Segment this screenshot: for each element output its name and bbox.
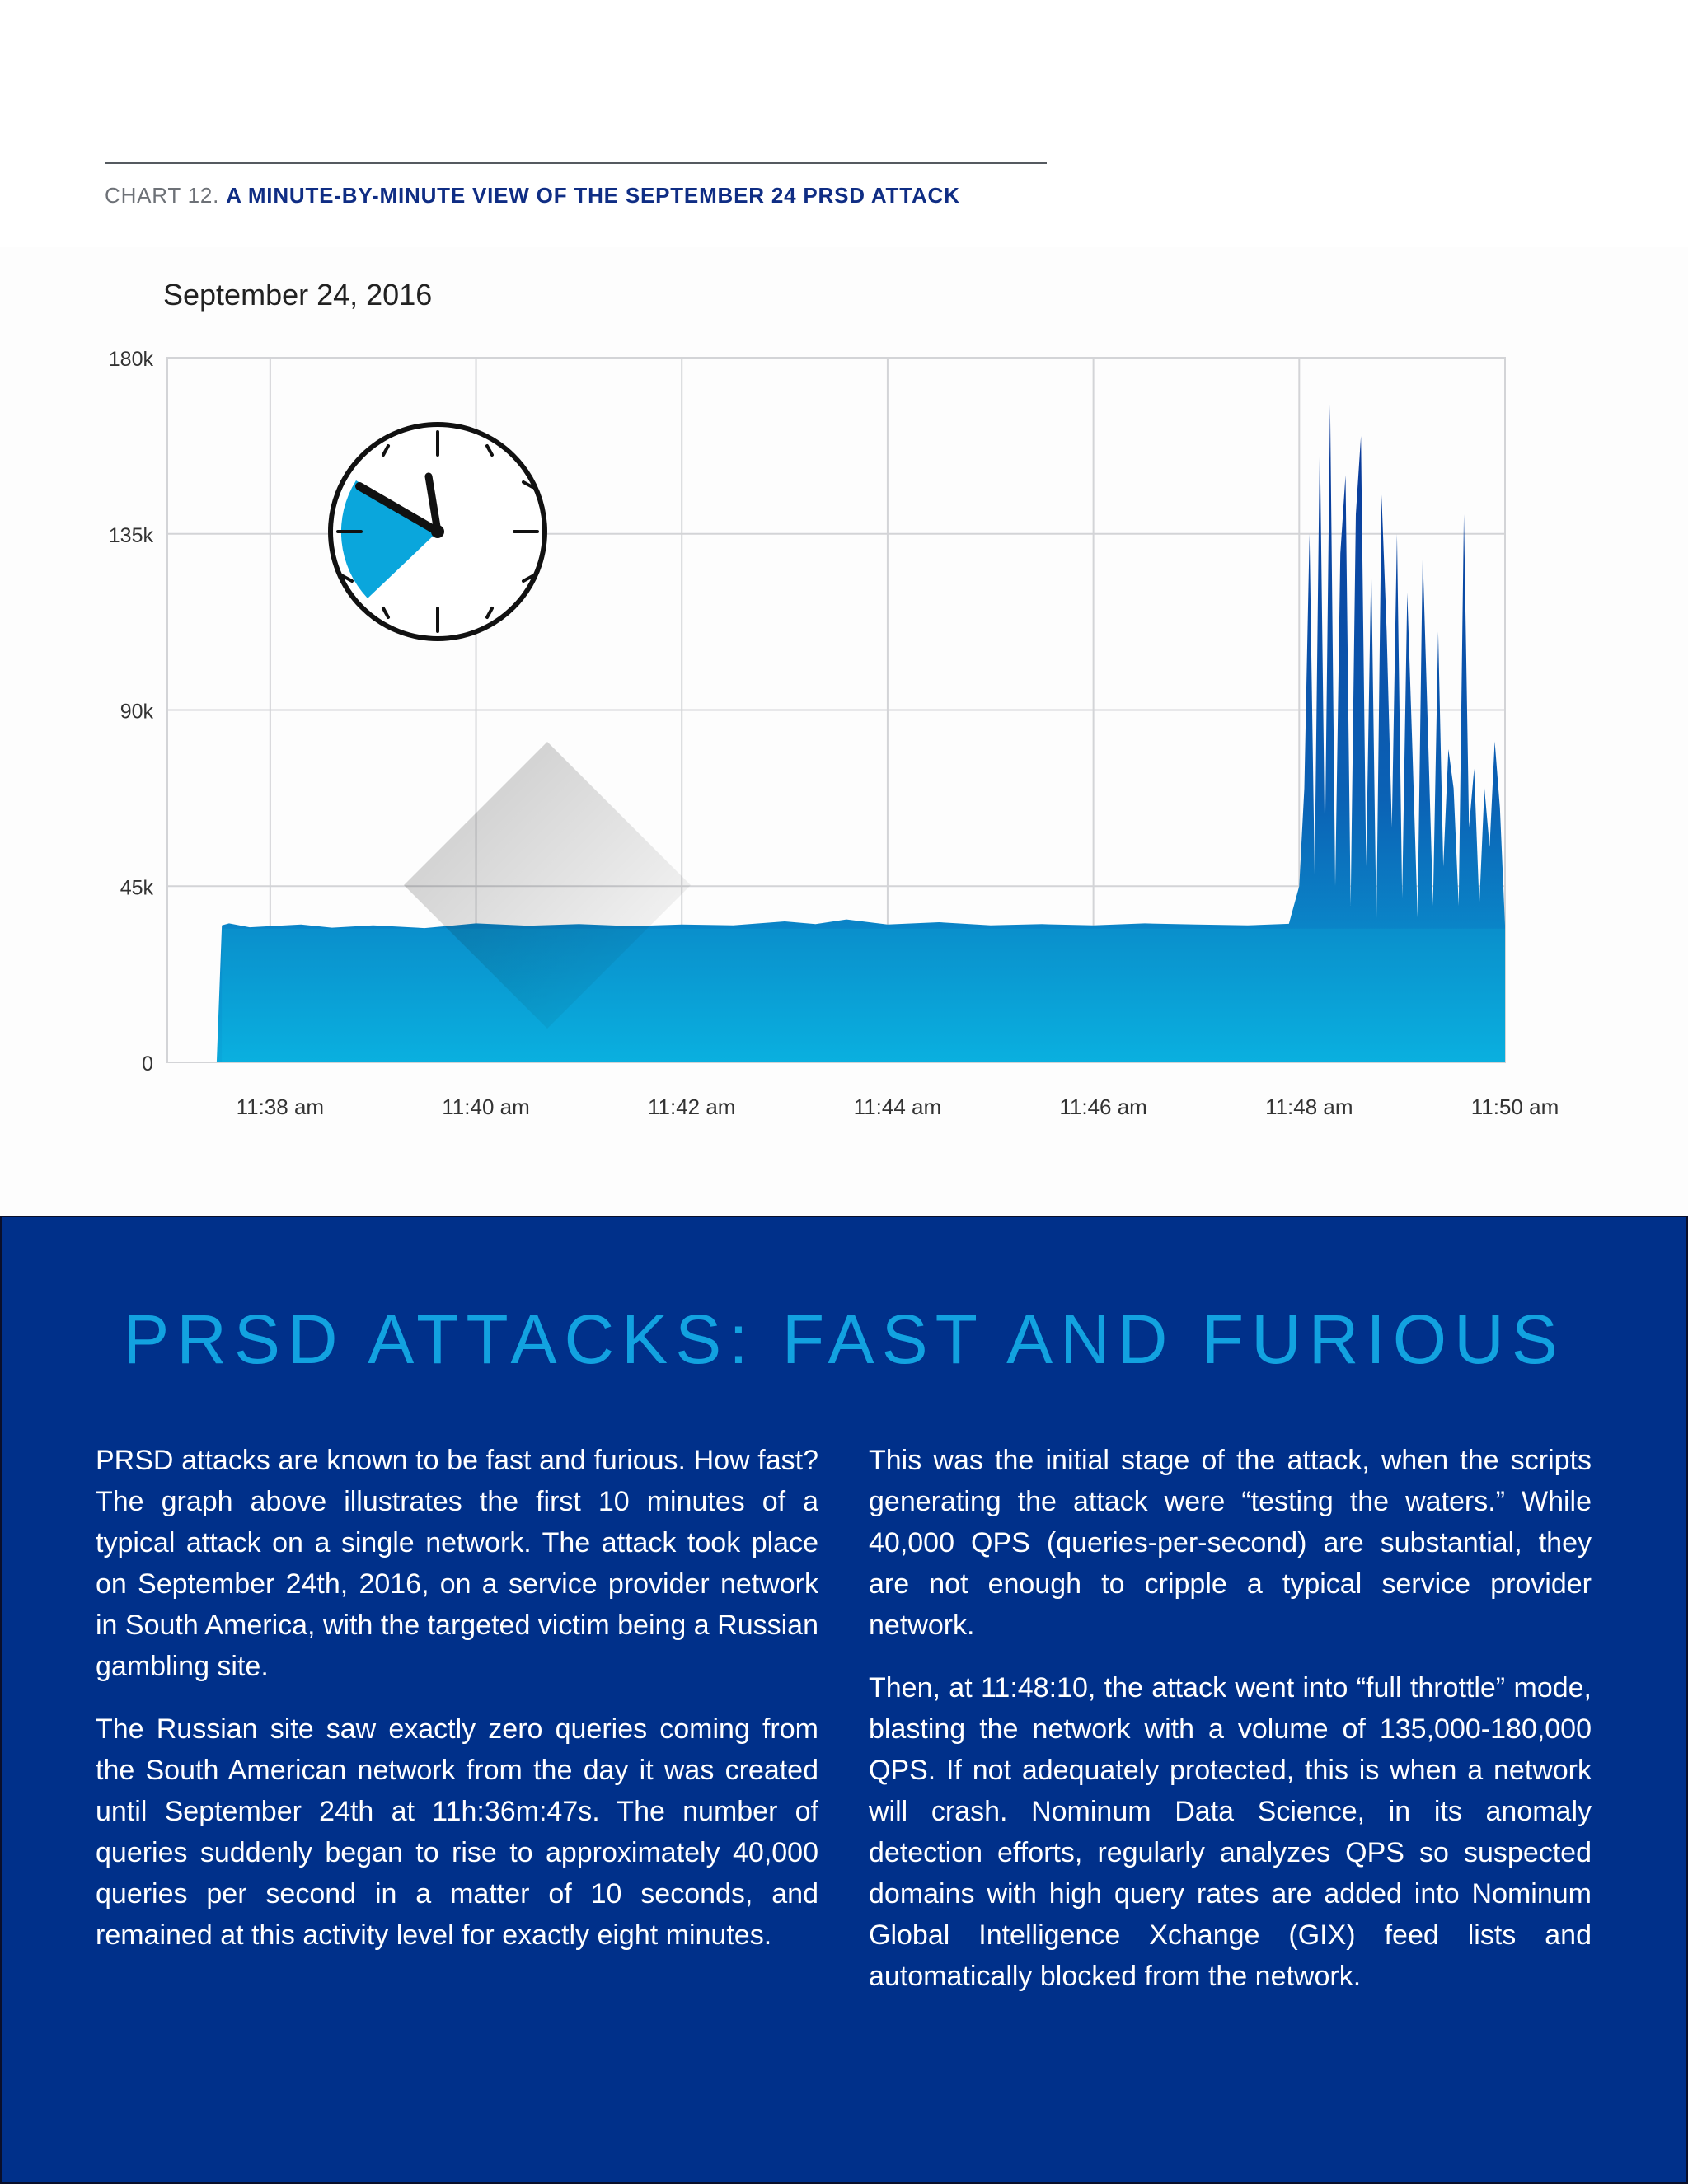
x-tick-label: 11:46 am: [1059, 1094, 1147, 1119]
right-column: [869, 1440, 1592, 2018]
chart-area: [0, 247, 1688, 1216]
info-panel: [0, 1216, 1688, 2184]
panel-title: PRSD ATTACKS: FAST AND FURIOUS: [123, 1301, 1565, 1378]
top-rule: [105, 162, 1047, 164]
x-tick-label: 11:38 am: [236, 1094, 325, 1119]
paragraph: PRSD attacks are known to be fast and furious. How fast? The graph above illustrates the first 10 minutes of a typical attack on a single network. The attack took place on September 24th, 2016, on a service provider network in South America, with the targeted victim being a Russian gambling site.: [96, 1445, 818, 1682]
y-tick-label: 45k: [120, 876, 153, 900]
chart-number: CHART 12.: [105, 183, 220, 208]
chart-heading: A MINUTE-BY-MINUTE VIEW OF THE SEPTEMBER 24 PRSD ATTACK: [226, 183, 960, 208]
qps-baseline-band: [222, 929, 1505, 1062]
paragraph: This was the initial stage of the attack, when the scripts generating the attack were “testing the waters.” While 40,000 QPS (queries-per-second) are substantial, they are not enough to cripple a typical service provider network.: [869, 1445, 1592, 1641]
left-column: [96, 1440, 818, 1977]
x-tick-label: 11:50 am: [1470, 1094, 1559, 1119]
paragraph: Then, at 11:48:10, the attack went into “full throttle” mode, blasting the network with a volume of 135,000-180,000 QPS. If not adequately protected, this is when a network will crash. Nominum Data Science, in its anomaly detection efforts, regularly analyzes QPS so suspected domains with high query rates are added into Nominum Global Intelligence Xchange (GIX) feed lists and automatically blocked from the network.: [869, 1672, 1592, 1992]
y-tick-label: 180k: [108, 348, 153, 371]
x-tick-label: 11:44 am: [853, 1094, 942, 1119]
x-tick-label: 11:40 am: [442, 1094, 530, 1119]
x-tick-label: 11:48 am: [1265, 1094, 1353, 1119]
chart-caption: [105, 183, 960, 209]
chart-title: September 24, 2016: [163, 278, 433, 312]
area-chart: [0, 247, 1688, 1216]
y-tick-label: 135k: [108, 523, 153, 547]
paragraph: The Russian site saw exactly zero queries coming from the South American network from the day it was created until September 24th at 11h:36m:47s. The number of queries suddenly began to rise to approximately 40,000 queries per second in a matter of 10 seconds, and remained at this activity level for exactly eight minutes.: [96, 1713, 818, 1951]
y-tick-label: 0: [142, 1052, 153, 1076]
x-tick-label: 11:42 am: [647, 1094, 736, 1119]
y-tick-label: 90k: [120, 700, 153, 724]
